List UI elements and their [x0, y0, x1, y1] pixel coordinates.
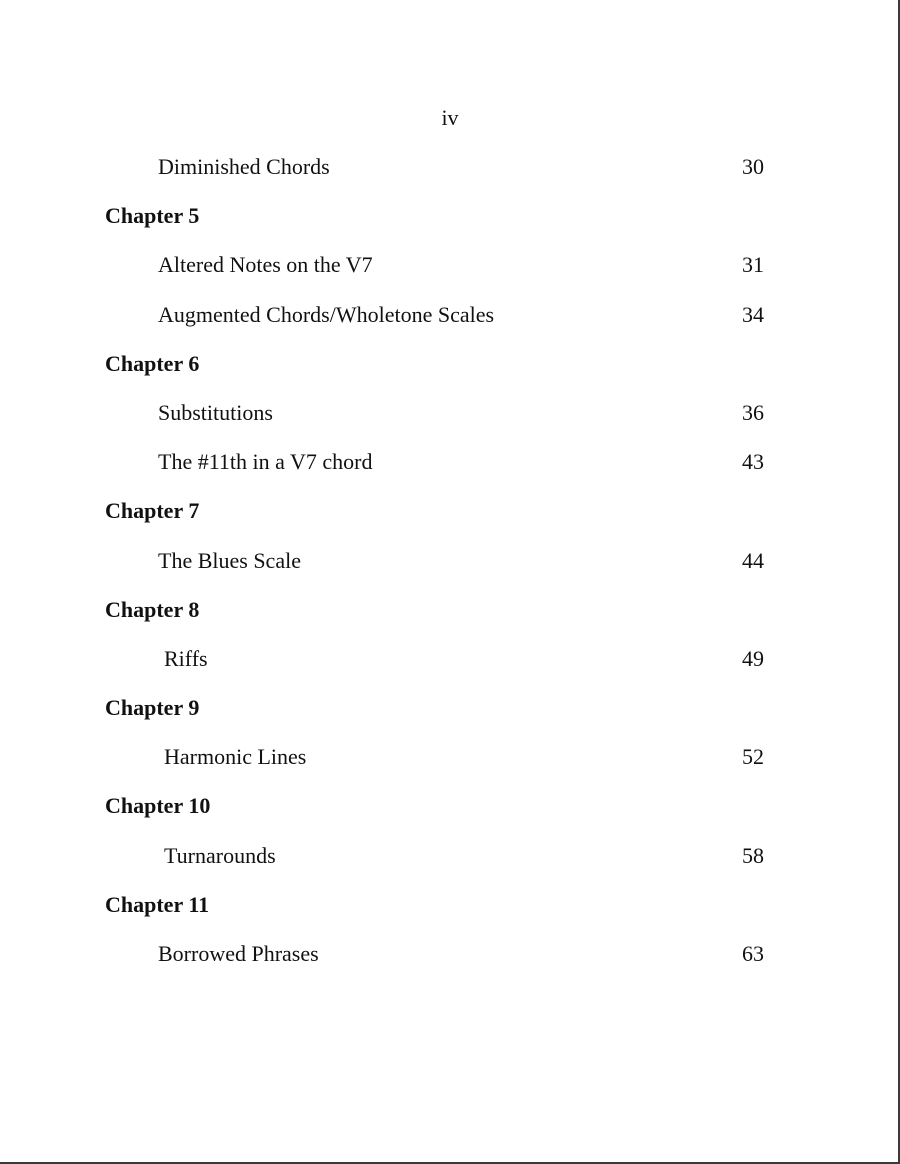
toc-entry: [0, 447, 900, 496]
toc-entry-title: Diminished Chords: [158, 154, 330, 179]
toc-entry-page: 36: [742, 399, 764, 425]
toc-entry-title: Turnarounds: [164, 842, 276, 868]
toc-entry-title: Harmonic Lines: [164, 744, 307, 770]
toc-entry-page: 34: [742, 301, 764, 327]
toc-entry-title: Altered Notes on the V7: [158, 252, 373, 278]
toc-entry-page: 30: [742, 154, 764, 179]
toc-entry: [0, 250, 900, 299]
chapter-title: Chapter 7: [105, 498, 200, 524]
toc-entry-page: 49: [742, 645, 764, 671]
toc-chapter-heading: [0, 496, 900, 545]
toc-entry: [0, 841, 900, 890]
toc-chapter-heading: [0, 201, 900, 250]
page-number: iv: [441, 105, 459, 130]
toc-entry-title: Riffs: [164, 645, 208, 671]
toc-entry: [0, 939, 900, 988]
toc-entry-title: Substitutions: [158, 399, 273, 425]
toc-entry-page: 63: [742, 941, 764, 966]
chapter-title: Chapter 11: [105, 891, 210, 917]
toc-chapter-heading: [0, 890, 900, 939]
chapter-title: Chapter 8: [105, 596, 200, 622]
toc-entry-page: 43: [742, 449, 764, 475]
toc-entry-page: 58: [742, 842, 764, 868]
toc-entry: [0, 644, 900, 693]
toc-entry-title: The #11th in a V7 chord: [158, 449, 373, 475]
toc-chapter-heading: [0, 595, 900, 644]
toc-entry-page: 44: [742, 547, 764, 573]
table-of-contents: [0, 152, 900, 988]
chapter-title: Chapter 10: [105, 793, 211, 819]
toc-chapter-heading: [0, 693, 900, 742]
toc-entry-title: Augmented Chords/Wholetone Scales: [158, 301, 495, 327]
toc-entry: [0, 546, 900, 595]
chapter-title: Chapter 6: [105, 350, 200, 376]
toc-entry: [0, 742, 900, 791]
toc-entry: [0, 398, 900, 447]
toc-entry-title: Borrowed Phrases: [158, 941, 319, 966]
chapter-title: Chapter 5: [105, 203, 200, 229]
toc-chapter-heading: [0, 349, 900, 398]
toc-entry-title: The Blues Scale: [158, 547, 301, 573]
toc-entry: [0, 152, 900, 201]
toc-entry-page: 31: [742, 252, 764, 278]
toc-chapter-heading: [0, 791, 900, 840]
toc-entry: [0, 300, 900, 349]
toc-entry-page: 52: [742, 744, 764, 770]
chapter-title: Chapter 9: [105, 695, 200, 721]
